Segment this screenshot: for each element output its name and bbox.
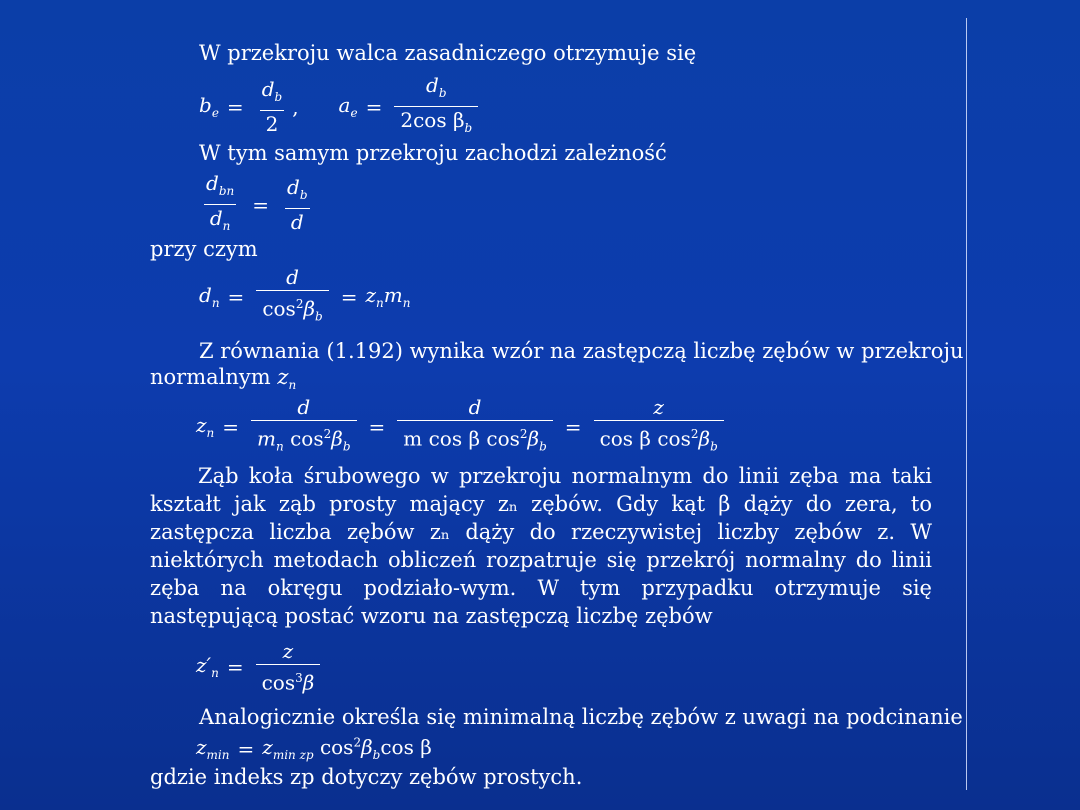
formula-dbn-dn: $\frac{d_{bn}}{d_n}$ = $\frac{d_b}{d}$ xyxy=(196,172,318,237)
var-b: b xyxy=(199,93,212,117)
fraction-db-2cos: $\frac{d_b}{2\cos \beta_b}$ xyxy=(394,74,478,139)
text-p4-line1: Z równania (1.192) wynika wzór na zastępczą liczbę zębów w przekroju xyxy=(199,339,964,363)
formula-dn: $d_n$ = $\frac{d}{\cos^2\beta_b}$ = $z_nm_n$ xyxy=(199,266,410,328)
text-p7: gdzie indeks zp dotyczy zębów prostych. xyxy=(150,765,583,789)
sub-e: e xyxy=(211,106,219,120)
text-p4-line2: normalnym $z_n$ xyxy=(150,365,297,393)
text-p2: W tym samym przekroju zachodzi zależność xyxy=(199,141,667,165)
var-a: a xyxy=(338,93,351,117)
formula-zn: $z_n$ = $\frac{d}{m_n \cos^2\beta_b}$ = $\frac{d}{m \cos \beta \cos^2\beta_b}$ = $\frac{z}{\cos \beta \cos^2\beta_b}$ xyxy=(196,396,728,458)
text-p1: W przekroju walca zasadniczego otrzymuje się xyxy=(199,41,697,65)
formula-zmin: $z_{min}$ = $z_{min zp}$ $\cos^2\beta_b\cos$ β xyxy=(196,735,432,762)
text-p6: Analogicznie określa się minimalną liczbę zębów z uwagi na podcinanie xyxy=(199,705,963,729)
fraction-db-2: $\frac{d_b}{2}$ xyxy=(256,78,289,135)
vertical-rule xyxy=(966,18,967,790)
formula-zn-prime: $z'_n$ = $\frac{z}{\cos^3\beta}$ xyxy=(196,640,324,694)
text-p3: przy czym xyxy=(150,237,258,261)
text-p5: Ząb koła śrubowego w przekroju normalnym do linii zęba ma taki kształt jak ząb prosty mający zₙ zębów. Gdy kąt β dąży do zera, to zastępcza liczba zębów zₙ dąży do rzeczywistej liczby zębów z. W niektórych metodach obliczeń rozpatruje się przekrój normalny do linii zęba na okręgu podziało-wym. W tym przypadku otrzymuje się następującą postać wzoru na zastępczą liczbę zębów xyxy=(150,464,932,628)
formula-be-ae: $b_e$ = $\frac{d_b}{2}$ , $a_e$ = $\frac{d_b}{2\cos \beta_b}$ xyxy=(199,74,482,139)
